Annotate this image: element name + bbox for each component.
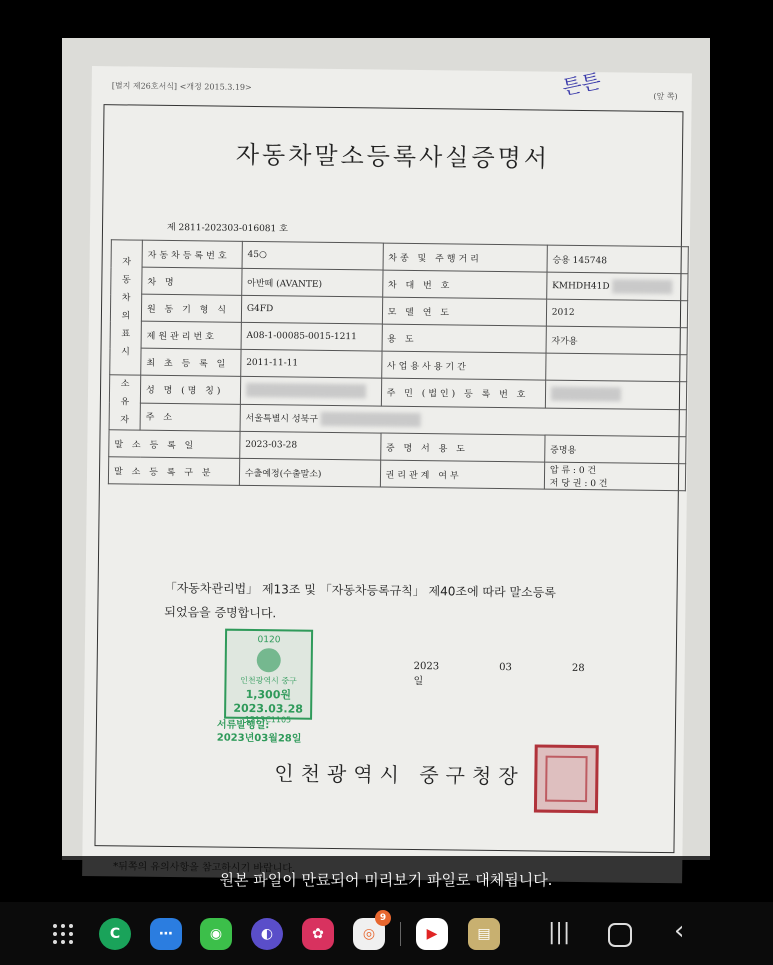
back-icon[interactable]: ‹ bbox=[674, 916, 685, 946]
certificate-title: 자동차말소등록사실증명서 bbox=[235, 140, 551, 173]
vehicle-info-table bbox=[108, 239, 689, 491]
name-value bbox=[240, 376, 381, 405]
spec-label: 제원관리번호 bbox=[141, 321, 241, 349]
model-label: 차 명 bbox=[142, 267, 242, 295]
engine-label: 원 동 기 형 식 bbox=[141, 294, 241, 322]
revenue-stamp: 0120 인천광역시 중구 1,300원 2023.03.28 1213C1105 bbox=[224, 629, 313, 720]
addr-label: 주 소 bbox=[140, 403, 240, 432]
rights-label: 권리관계 여부 bbox=[380, 460, 544, 489]
name-label: 성 명 (명 칭) bbox=[140, 375, 240, 404]
preview-notice: 원본 파일이 만료되어 미리보기 파일로 대체됩니다. bbox=[62, 856, 710, 902]
gallery-app-icon[interactable]: ✿ bbox=[302, 918, 334, 950]
engine-value: G4FD bbox=[241, 295, 382, 324]
cancel-date-value: 2023-03-28 bbox=[240, 431, 381, 460]
business-label: 사업용사용기간 bbox=[381, 351, 545, 380]
use-value: 자가용 bbox=[546, 326, 688, 355]
purpose-value: 증명용 bbox=[544, 435, 686, 464]
cancel-type-label: 말 소 등 록 구 분 bbox=[108, 457, 239, 486]
year-value: 2012 bbox=[546, 299, 688, 328]
year-label: 모 델 연 도 bbox=[382, 297, 546, 326]
first-reg-label: 최 초 등 록 일 bbox=[141, 348, 241, 376]
stamp-seal-icon bbox=[257, 648, 281, 672]
model-value: 아반떼 (AVANTE) bbox=[242, 268, 383, 297]
recent-apps-icon[interactable]: ||| bbox=[548, 920, 571, 945]
issue-date: 2023 03 28일 bbox=[413, 660, 585, 688]
rights-value: 압 류 : 0 건 저 당 권 : 0 건 bbox=[544, 462, 686, 491]
taskbar-separator bbox=[400, 922, 401, 946]
first-reg-value: 2011-11-11 bbox=[241, 349, 382, 378]
certificate-document bbox=[82, 66, 692, 883]
vin-label: 차 대 번 호 bbox=[382, 270, 546, 299]
internet-app-icon[interactable]: ◐ bbox=[251, 918, 283, 950]
certificate-statement bbox=[164, 576, 556, 629]
cancel-type-value: 수출예정(수출말소) bbox=[239, 458, 380, 487]
type-value: 승용 145748 bbox=[547, 245, 689, 274]
certificate-frame bbox=[94, 104, 683, 853]
owner-group-label: 소 유 자 bbox=[109, 375, 141, 430]
messages-app-icon[interactable]: ⋯ bbox=[150, 918, 182, 950]
issuer-name: 인천광역시 중구청장 bbox=[274, 761, 525, 789]
camera-app-icon[interactable]: ◉ bbox=[200, 918, 232, 950]
business-value bbox=[545, 353, 687, 382]
addr-value: 서울특별시 성북구 bbox=[240, 404, 686, 437]
form-reference: [별지 제26호서식] <개정 2015.3.19> bbox=[111, 81, 252, 92]
id-label: 주 민 (법인) 등 록 번 호 bbox=[381, 378, 545, 408]
form-side: (앞 쪽) bbox=[653, 91, 678, 102]
statement-line-2: 되었음을 증명합니다. bbox=[164, 604, 277, 621]
stamp-issue-date: 서류발행일: 2023년03월28일 bbox=[216, 719, 302, 745]
cancel-date-label: 말 소 등 록 일 bbox=[109, 430, 240, 459]
document-photo bbox=[62, 38, 710, 860]
document-number: 제 2811-202303-016081 호 bbox=[166, 222, 288, 235]
official-seal-icon bbox=[534, 744, 599, 813]
reg-no-value: 45○ bbox=[242, 241, 383, 270]
youtube-app-icon[interactable]: ▶ bbox=[416, 918, 448, 950]
vehicle-group-label: 자 동 차 의 표 시 bbox=[110, 240, 143, 375]
statement-line-1: 「자동차관리법」 제13조 및 「자동차등록규칙」 제40조에 따라 말소등록 bbox=[164, 580, 556, 600]
spec-value: A08-1-00085-0015-1211 bbox=[241, 322, 382, 351]
home-icon[interactable] bbox=[608, 923, 632, 947]
id-value bbox=[545, 380, 687, 409]
use-label: 용 도 bbox=[382, 324, 546, 353]
vin-value: KMHDH41D bbox=[546, 272, 688, 301]
store-app-icon[interactable]: ◎ 9 bbox=[353, 918, 385, 950]
phone-app-icon[interactable]: C bbox=[99, 918, 131, 950]
taskbar bbox=[0, 902, 773, 965]
purpose-label: 증 명 서 용 도 bbox=[380, 433, 544, 462]
handwritten-note: 튼튼 bbox=[560, 68, 603, 100]
app-drawer-icon[interactable] bbox=[53, 924, 73, 944]
recent-doc-thumbnail-icon[interactable]: ▤ bbox=[468, 918, 500, 950]
reg-no-label: 자동차등록번호 bbox=[142, 240, 242, 268]
type-label: 차종 및 주행거리 bbox=[383, 243, 547, 272]
notification-badge: 9 bbox=[375, 910, 391, 926]
